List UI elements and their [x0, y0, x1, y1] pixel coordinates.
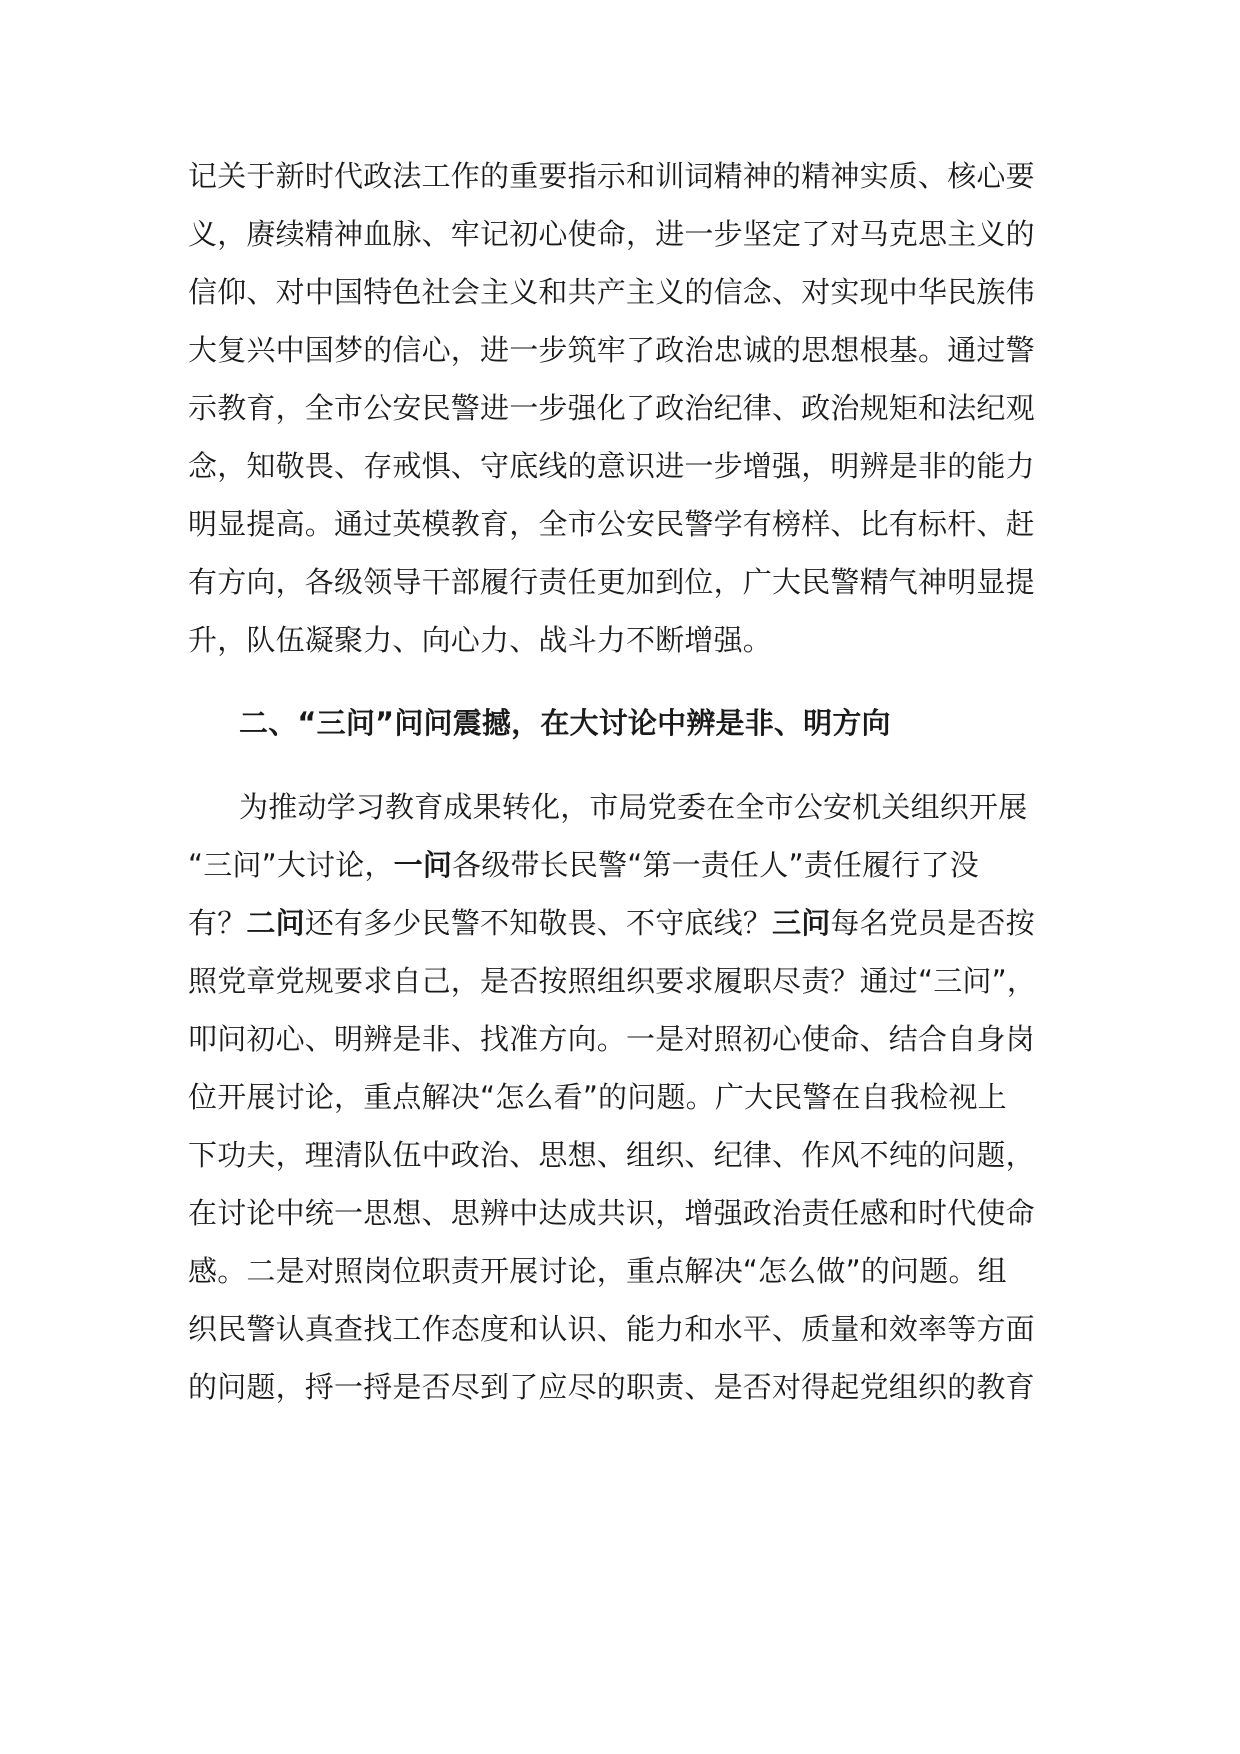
text-run: 各级带长民警“第一责任人”责任履行了没: [452, 848, 979, 882]
paragraph2-line: 照党章党规要求自己，是否按照组织要求履职尽责？通过“三问”，: [188, 964, 1037, 998]
text-run: 有？: [188, 906, 247, 940]
paragraph1-line: 大复兴中国梦的信心，进一步筑牢了政治忠诚的思想根基。通过警: [188, 333, 1035, 367]
paragraph2-line: [188, 903, 1078, 943]
paragraph2-line: 位开展讨论，重点解决“怎么看”的问题。广大民警在自我检视上: [188, 1080, 1007, 1114]
bold-question-label: 一问: [393, 848, 453, 882]
paragraph1-line: 信仰、对中国特色社会主义和共产主义的信念、对实现中华民族伟: [188, 275, 1035, 309]
text-run: 每名党员是否按: [830, 906, 1035, 940]
paragraph2-line: 感。二是对照岗位职责开展讨论，重点解决“怎么做”的问题。组: [188, 1254, 1007, 1288]
text-run: 还有多少民警不知敬畏、不守底线？: [304, 906, 773, 940]
paragraph2-line: [188, 845, 1078, 885]
paragraph1-line: 念，知敬畏、存戒惧、守底线的意识进一步增强，明辨是非的能力: [188, 449, 1035, 483]
paragraph1-line: 记关于新时代政法工作的重要指示和训词精神的精神实质、核心要: [188, 159, 1035, 193]
text-run: “三问”大讨论，: [188, 848, 394, 882]
paragraph1-line: 有方向，各级领导干部履行责任更加到位，广大民警精气神明显提: [188, 565, 1035, 599]
paragraph1-line: 义，赓续精神血脉、牢记初心使命，进一步坚定了对马克思主义的: [188, 217, 1035, 251]
section-heading: 二、“三问”问问震撼，在大讨论中辨是非、明方向: [239, 706, 891, 740]
paragraph2-line: 叩问初心、明辨是非、找准方向。一是对照初心使命、结合自身岗: [188, 1022, 1035, 1056]
paragraph1-line: 明显提高。通过英模教育，全市公安民警学有榜样、比有标杆、赶: [188, 507, 1035, 541]
paragraph1-line: 示教育，全市公安民警进一步强化了政治纪律、政治规矩和法纪观: [188, 391, 1035, 425]
paragraph1-line: 升，队伍凝聚力、向心力、战斗力不断增强。: [188, 623, 773, 657]
paragraph2-line: 在讨论中统一思想、思辨中达成共识，增强政治责任感和时代使命: [188, 1196, 1035, 1230]
paragraph2-line: 的问题，捋一捋是否尽到了应尽的职责、是否对得起党组织的教育: [188, 1370, 1035, 1404]
paragraph2-line: 织民警认真查找工作态度和认识、能力和水平、质量和效率等方面: [188, 1312, 1035, 1346]
paragraph2-line: 为推动学习教育成果转化，市局党委在全市公安机关组织开展: [239, 790, 1028, 824]
bold-question-label: 三问: [772, 906, 831, 940]
bold-question-label: 二问: [246, 906, 305, 940]
paragraph2-line: 下功夫，理清队伍中政治、思想、组织、纪律、作风不纯的问题，: [188, 1138, 1035, 1172]
